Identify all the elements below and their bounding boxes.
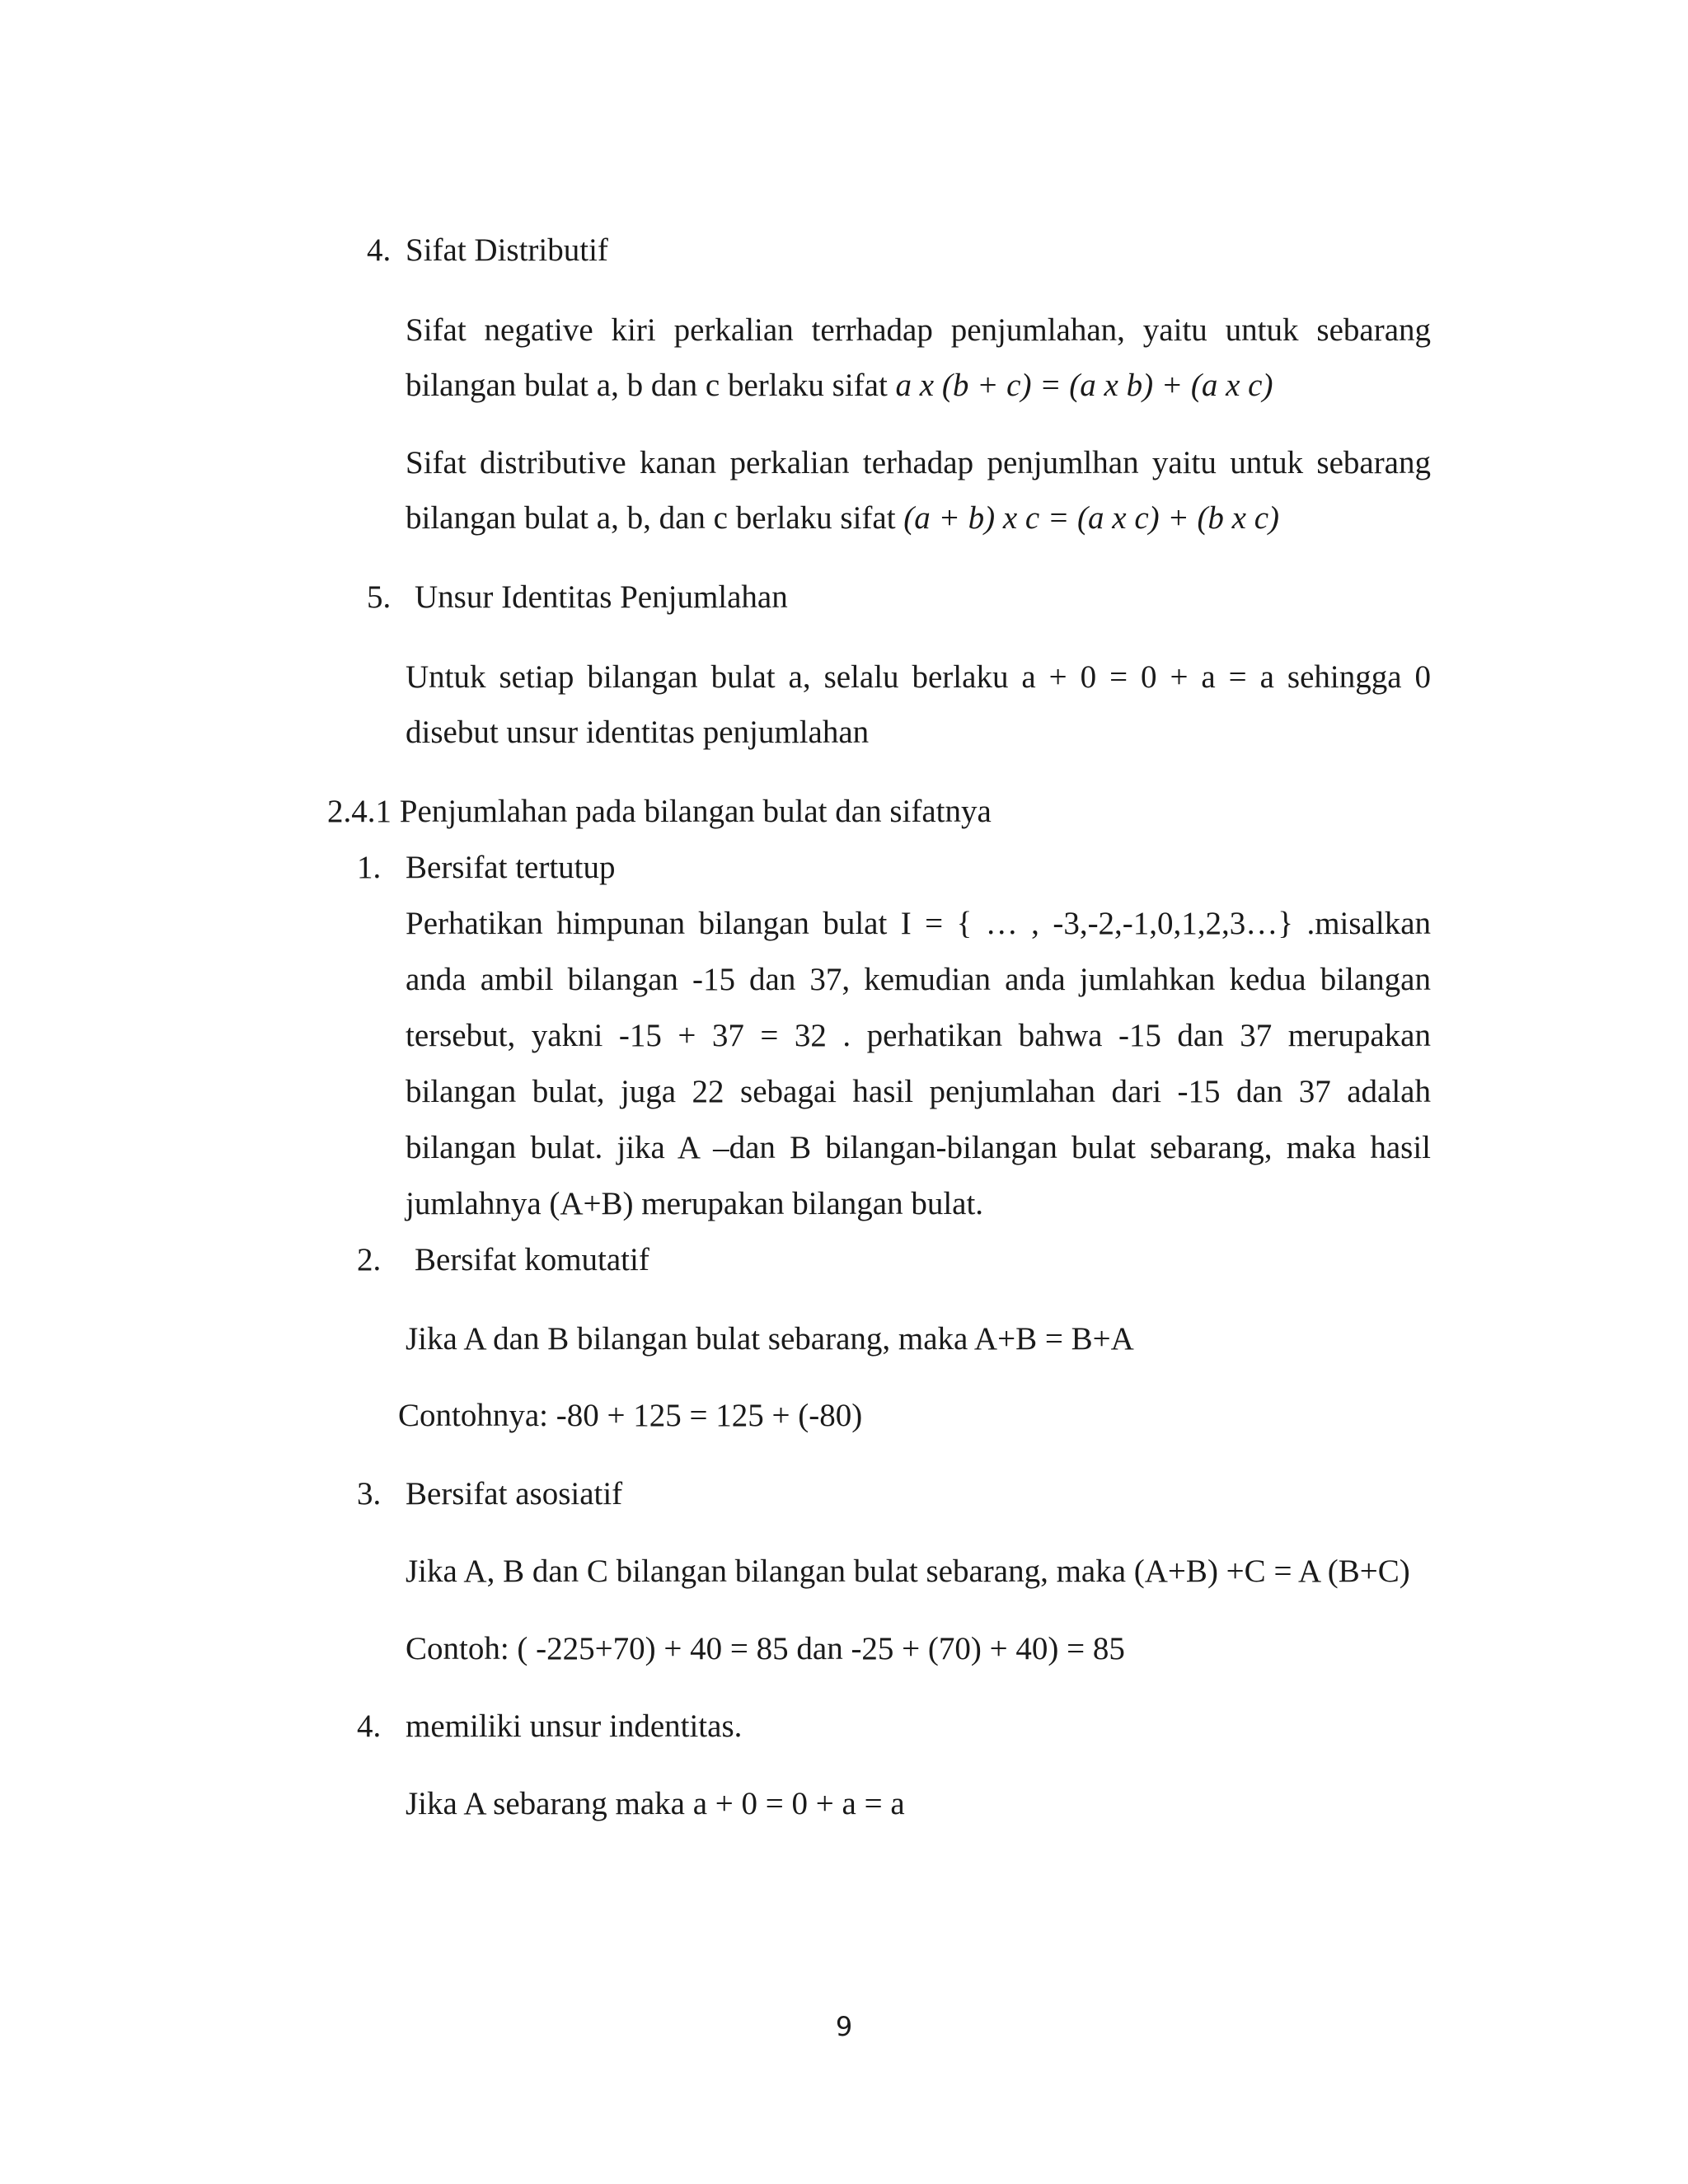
paragraph-line: tersebut, yakni -15 + 37 = 32 . perhatikan bahwa -15 dan 37 merupakan [406, 1018, 1431, 1053]
paragraph-line: Contoh: ( -225+70) + 40 = 85 dan -25 + (70) + 40) = 85 [406, 1631, 1125, 1666]
paragraph-line: bilangan bulat, juga 22 sebagai hasil penjumlahan dari -15 dan 37 adalah [406, 1074, 1431, 1109]
list-number: 4. [357, 1708, 382, 1744]
list-number: 3. [357, 1476, 382, 1511]
paragraph-line: Untuk setiap bilangan bulat a, selalu berlaku a + 0 = 0 + a = a sehingga 0 [406, 659, 1431, 695]
item-heading: Sifat Distributif [406, 232, 608, 268]
paragraph-line: anda ambil bilangan -15 dan 37, kemudian anda jumlahkan kedua bilangan [406, 962, 1431, 997]
list-number: 2. [357, 1242, 382, 1277]
paragraph-line: Jika A, B dan C bilangan bilangan bulat sebarang, maka (A+B) +C = A (B+C) [406, 1554, 1410, 1589]
list-number: 4. [367, 232, 392, 268]
paragraph-line: Sifat negative kiri perkalian terrhadap penjumlahan, yaitu untuk sebarang [406, 312, 1431, 348]
paragraph-line: disebut unsur identitas penjumlahan [406, 715, 870, 750]
section-heading: 2.4.1 Penjumlahan pada bilangan bulat dan sifatnya [327, 794, 992, 829]
item-heading: memiliki unsur indentitas. [406, 1708, 743, 1744]
paragraph-line: Jika A sebarang maka a + 0 = 0 + a = a [406, 1786, 905, 1821]
item-heading: Bersifat komutatif [415, 1242, 649, 1277]
paragraph-line [406, 499, 1279, 538]
item-heading: Bersifat asosiatif [406, 1476, 623, 1511]
list-number: 1. [357, 850, 382, 885]
formula-text: a x (b + c) = (a x b) + (a x c) [895, 368, 1273, 403]
paragraph-text: bilangan bulat a, b dan c berlaku sifat [406, 368, 896, 403]
paragraph-text: bilangan bulat a, b, dan c berlaku sifat [406, 500, 904, 536]
paragraph-line: Perhatikan himpunan bilangan bulat I = { … , -3,-2,-1,0,1,2,3…} .misalkan [406, 906, 1431, 941]
paragraph-line: jumlahnya (A+B) merupakan bilangan bulat. [406, 1186, 984, 1221]
paragraph-line: Contohnya: -80 + 125 = 125 + (-80) [398, 1398, 863, 1433]
paragraph-line: Sifat distributive kanan perkalian terhadap penjumlhan yaitu untuk sebarang [406, 445, 1431, 480]
paragraph-line: bilangan bulat. jika A –dan B bilangan-bilangan bulat sebarang, maka hasil [406, 1130, 1431, 1165]
item-heading: Unsur Identitas Penjumlahan [415, 579, 788, 615]
paragraph-line: Jika A dan B bilangan bulat sebarang, maka A+B = B+A [406, 1321, 1134, 1357]
item-heading: Bersifat tertutup [406, 850, 616, 885]
list-number: 5. [367, 579, 392, 615]
paragraph-line [406, 366, 1273, 405]
formula-text: (a + b) x c = (a x c) + (b x c) [903, 500, 1280, 536]
page-number: 9 [835, 2011, 853, 2042]
